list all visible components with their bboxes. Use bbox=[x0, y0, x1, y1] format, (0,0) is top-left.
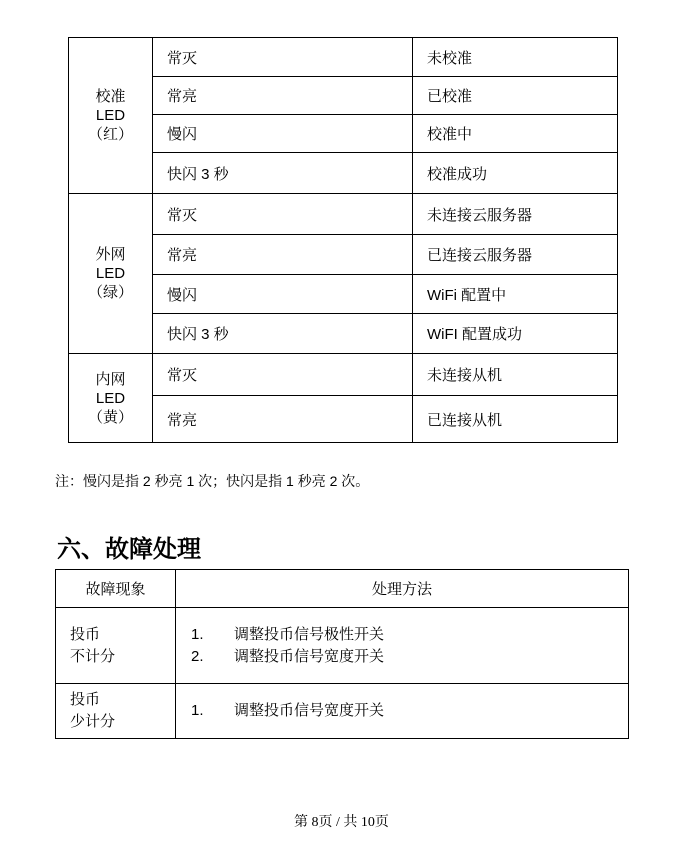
led-meaning: 校准成功 bbox=[413, 153, 618, 194]
step-text: 调整投币信号宽度开关 bbox=[234, 702, 385, 719]
step-number: 1. bbox=[191, 702, 204, 719]
method-step bbox=[191, 624, 628, 646]
led-meaning: 校准中 bbox=[413, 115, 618, 153]
led-state: 慢闪 bbox=[153, 275, 413, 314]
step-number: 2. bbox=[191, 647, 204, 665]
column-header-symptom: 故障现象 bbox=[56, 570, 176, 608]
page-number-footer: 第 8页 / 共 10页 bbox=[294, 815, 389, 830]
led-meaning: 未连接从机 bbox=[413, 354, 618, 396]
led-meaning: 未连接云服务器 bbox=[413, 194, 618, 235]
method-step bbox=[191, 646, 628, 668]
led-label-type: LED bbox=[95, 389, 126, 407]
fault-symptom bbox=[56, 684, 176, 739]
led-state: 常亮 bbox=[153, 77, 413, 115]
led-label-external-network bbox=[69, 194, 153, 354]
led-label-type: LED bbox=[95, 265, 126, 282]
led-meaning: 已连接云服务器 bbox=[413, 235, 618, 275]
table-row bbox=[69, 194, 618, 235]
led-meaning: 未校准 bbox=[413, 38, 618, 77]
table-row bbox=[69, 38, 618, 77]
method-step bbox=[191, 700, 628, 722]
led-meaning: 已连接从机 bbox=[413, 396, 618, 443]
led-state: 快闪 3 秒 bbox=[153, 314, 413, 354]
led-label-name: 校准 bbox=[95, 88, 126, 105]
led-label-internal-network bbox=[69, 354, 153, 443]
led-meaning: WiFI 配置成功 bbox=[413, 314, 618, 354]
fault-symptom bbox=[56, 608, 176, 684]
led-state: 常灭 bbox=[153, 38, 413, 77]
led-label-name: 外网 bbox=[95, 246, 126, 263]
led-state: 常亮 bbox=[153, 396, 413, 443]
step-number: 1. bbox=[191, 625, 204, 643]
table-row bbox=[56, 608, 629, 684]
led-label-calibration bbox=[69, 38, 153, 194]
symptom-line: 投币 bbox=[70, 691, 101, 708]
led-state: 慢闪 bbox=[153, 115, 413, 153]
led-state: 常灭 bbox=[153, 354, 413, 396]
led-state: 快闪 3 秒 bbox=[153, 153, 413, 194]
symptom-line: 投币 bbox=[70, 625, 101, 643]
led-state: 常灭 bbox=[153, 194, 413, 235]
blink-note: 注：慢闪是指 2 秒亮 1 次；快闪是指 1 秒亮 2 次。 bbox=[55, 473, 370, 489]
fault-method bbox=[176, 684, 629, 739]
led-label-color: （红） bbox=[87, 126, 133, 143]
fault-method bbox=[176, 608, 629, 684]
symptom-line: 不计分 bbox=[70, 647, 116, 665]
led-label-type: LED bbox=[95, 107, 126, 124]
led-label-color: （绿） bbox=[87, 284, 133, 301]
section-heading: 六、故障处理 bbox=[57, 536, 201, 563]
led-label-name: 内网 bbox=[95, 370, 126, 388]
led-label-color: （黄） bbox=[87, 408, 133, 426]
table-row bbox=[56, 684, 629, 739]
led-meaning: 已校准 bbox=[413, 77, 618, 115]
table-row bbox=[69, 354, 618, 396]
column-header-method: 处理方法 bbox=[176, 570, 629, 608]
led-state: 常亮 bbox=[153, 235, 413, 275]
step-text: 调整投币信号极性开关 bbox=[234, 625, 385, 643]
led-meaning: WiFi 配置中 bbox=[413, 275, 618, 314]
step-text: 调整投币信号宽度开关 bbox=[234, 647, 385, 665]
fault-handling-table bbox=[55, 569, 629, 739]
symptom-line: 少计分 bbox=[70, 713, 116, 730]
table-header-row bbox=[56, 570, 629, 608]
led-status-table bbox=[68, 37, 618, 443]
